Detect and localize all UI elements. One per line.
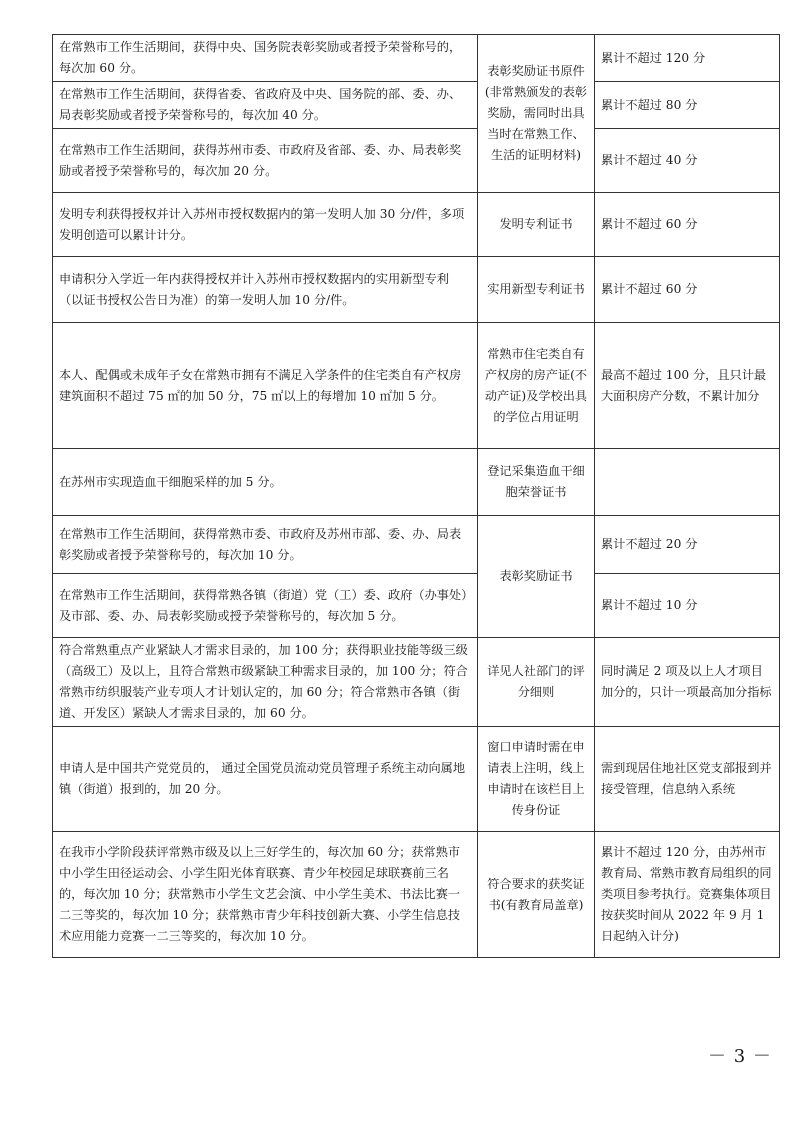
criteria-cell: 本人、配偶或未成年子女在常熟市拥有不满足入学条件的住宅类自有产权房建筑面积不超过 75 ㎡的加 50 分，75 ㎡以上的每增加 10 ㎡加 5 分。 [53,323,478,449]
criteria-cell: 在常熟市工作生活期间，获得中央、国务院表彰奖励或者授予荣誉称号的，每次加 60 分。 [53,35,478,82]
criteria-cell: 在常熟市工作生活期间，获得苏州市委、市政府及省部、委、办、局表彰奖励或者授予荣誉称号的，每次加 20 分。 [53,129,478,193]
material-cell: 详见人社部门的评分细则 [478,638,595,727]
limit-cell: 累计不超过 40 分 [595,129,780,193]
limit-cell: 累计不超过 10 分 [595,574,780,638]
criteria-cell: 申请积分入学近一年内获得授权并计入苏州市授权数据内的实用新型专利（以证书授权公告日为准）的第一发明人加 10 分/件。 [53,257,478,323]
limit-cell [595,449,780,516]
criteria-cell: 在常熟市工作生活期间，获得省委、省政府及中央、国务院的部、委、办、局表彰奖励或者授予荣誉称号的，每次加 40 分。 [53,82,478,129]
page-number: － 3 － [708,1046,772,1067]
material-cell-merged-award: 表彰奖励证书 [478,516,595,638]
criteria-cell: 申请人是中国共产党党员的， 通过全国党员流动党员管理子系统主动向属地镇（街道）报到的，加 20 分。 [53,727,478,832]
criteria-cell: 在我市小学阶段获评常熟市级及以上三好学生的，每次加 60 分；获常熟市中小学生田径运动会、小学生阳光体育联赛、青少年校园足球联赛前三名的，每次加 10 分；获常熟市小学生文艺会演、中小学生美术、书法比赛一二三等奖的，每次加 10 分；获常熟市青少年科技创新大赛、小学生信息技术应用能力竞赛一二三等奖的，每次加 10 分。 [53,832,478,958]
limit-cell: 累计不超过 120 分 [595,35,780,82]
material-cell: 实用新型专利证书 [478,257,595,323]
limit-cell: 需到现居住地社区党支部报到并接受管理，信息纳入系统 [595,727,780,832]
material-cell: 符合要求的获奖证书(有教育局盖章) [478,832,595,958]
limit-cell: 累计不超过 80 分 [595,82,780,129]
material-cell-merged-award: 表彰奖励证书原件(非常熟颁发的表彰奖励，需同时出具当时在常熟工作、生活的证明材料) [478,35,595,193]
material-cell: 发明专利证书 [478,193,595,257]
limit-cell: 最高不超过 100 分，且只计最大面积房产分数，不累计加分 [595,323,780,449]
criteria-cell: 在常熟市工作生活期间，获得常熟市委、市政府及苏州市部、委、办、局表彰奖励或者授予荣誉称号的，每次加 10 分。 [53,516,478,574]
material-cell: 登记采集造血干细胞荣誉证书 [478,449,595,516]
criteria-cell: 发明专利获得授权并计入苏州市授权数据内的第一发明人加 30 分/件，多项发明创造可以累计计分。 [53,193,478,257]
limit-cell: 累计不超过 20 分 [595,516,780,574]
material-cell: 窗口申请时需在申请表上注明，线上申请时在该栏目上传身份证 [478,727,595,832]
limit-cell: 同时满足 2 项及以上人才项目加分的，只计一项最高加分指标 [595,638,780,727]
limit-cell: 累计不超过 120 分，由苏州市教育局、常熟市教育局组织的同类项目参考执行。竞赛集体项目按获奖时间从 2022 年 9 月 1 日起纳入计分) [595,832,780,958]
scoring-table [52,34,780,958]
criteria-cell: 符合常熟重点产业紧缺人才需求目录的，加 100 分；获得职业技能等级三级（高级工）及以上，且符合常熟市级紧缺工种需求目录的，加 100 分；符合常熟市纺织服装产业专项人才计划认定的，加 60 分；符合常熟市各镇（街道、开发区）紧缺人才需求目录的，加 60 分。 [53,638,478,727]
criteria-cell: 在苏州市实现造血干细胞采样的加 5 分。 [53,449,478,516]
limit-cell: 累计不超过 60 分 [595,193,780,257]
criteria-cell: 在常熟市工作生活期间，获得常熟各镇（街道）党（工）委、政府（办事处）及市部、委、办、局表彰奖励或授予荣誉称号的，每次加 5 分。 [53,574,478,638]
material-cell: 常熟市住宅类自有产权房的房产证(不动产证)及学校出具的学位占用证明 [478,323,595,449]
limit-cell: 累计不超过 60 分 [595,257,780,323]
